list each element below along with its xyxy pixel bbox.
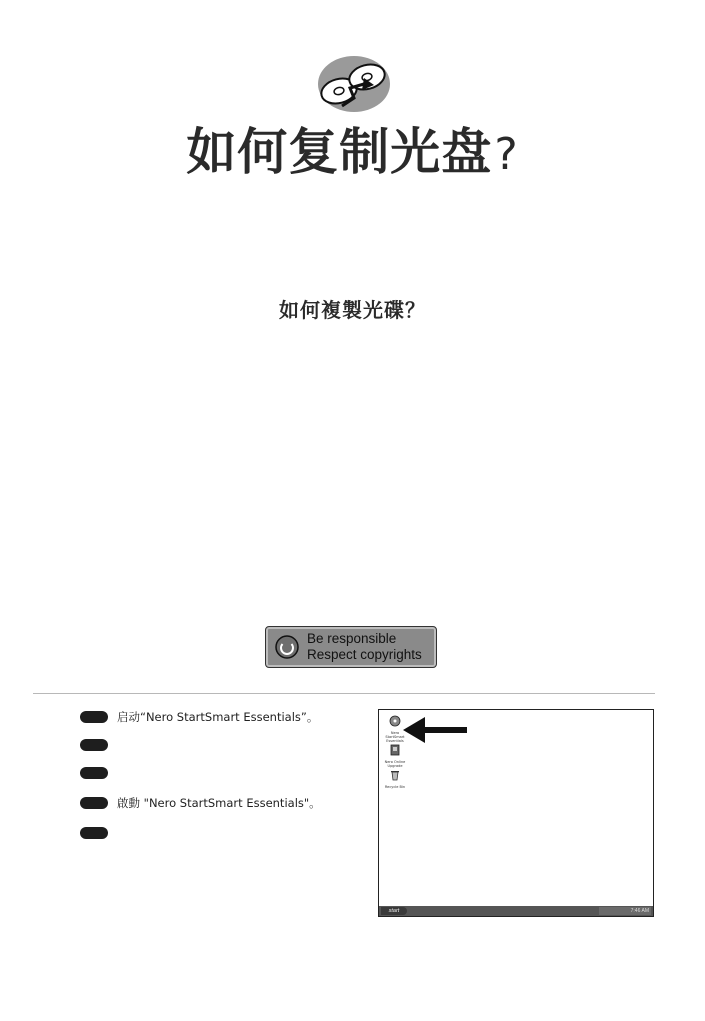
desktop-icon-label: Nero StartSmart Essentials (385, 731, 405, 743)
power-circle-icon (275, 635, 299, 659)
step-text: 啟動 "Nero StartSmart Essentials"。 (117, 796, 321, 810)
desktop-icon-upgrade[interactable] (383, 741, 407, 768)
badge-line-2: Respect copyrights (307, 647, 422, 662)
page-title (0, 112, 705, 195)
badge-line-1: Be responsible (307, 631, 397, 646)
language-marker (80, 827, 108, 839)
copyright-badge (265, 626, 437, 668)
system-tray (599, 907, 651, 915)
title-question-mark: ? (494, 129, 519, 180)
language-marker (80, 739, 108, 751)
disc-copy-logo-icon (312, 54, 392, 114)
recycle-bin-icon (389, 769, 401, 781)
upgrade-icon (389, 744, 401, 756)
language-marker (80, 711, 108, 723)
taskbar (379, 906, 653, 916)
page-title-traditional: 如何複製光碟？ (279, 298, 426, 322)
taskbar-clock: 7:46 AM (630, 908, 649, 914)
language-marker (80, 767, 108, 779)
nero-icon (389, 715, 401, 727)
desktop-screenshot (378, 709, 654, 917)
divider (33, 693, 655, 694)
step-text: 启动“Nero StartSmart Essentials”。 (117, 710, 319, 724)
arrow-left-icon (403, 717, 467, 743)
desktop-icon-label: Nero Online Upgrade (384, 760, 406, 768)
language-marker (80, 797, 108, 809)
start-button[interactable]: start (381, 907, 407, 915)
desktop-icon-label: Recycle Bin (384, 785, 406, 789)
desktop-icon-recycle-bin[interactable] (383, 766, 407, 789)
page-title-text: 如何复制光盘 (186, 123, 493, 181)
